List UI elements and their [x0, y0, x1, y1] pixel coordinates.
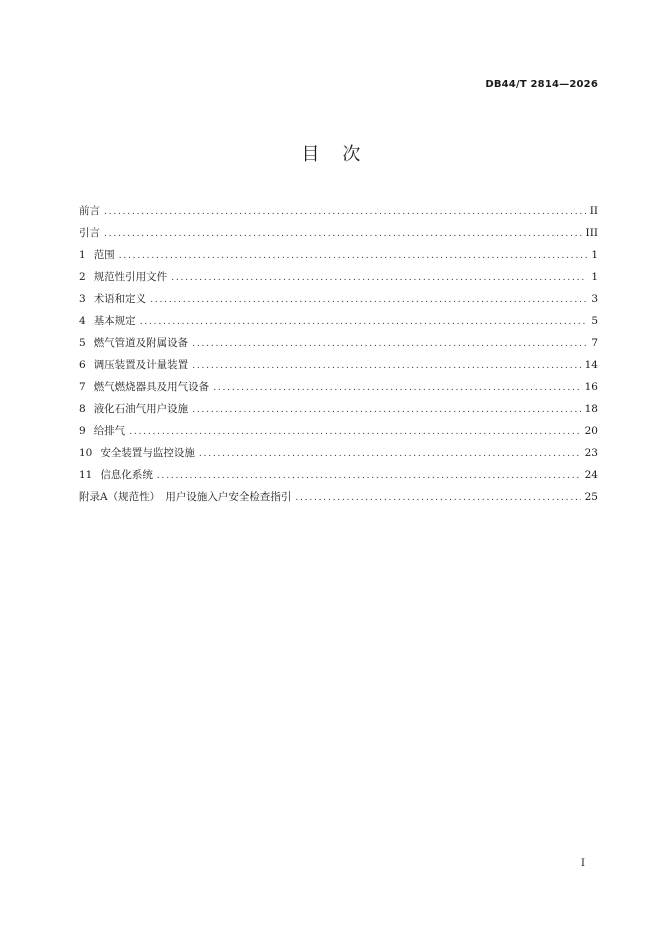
toc-leader-dots: [192, 355, 580, 377]
toc-entry-introduction[interactable]: [79, 222, 598, 244]
toc-entry-number: 8: [79, 403, 86, 415]
toc-entry-10[interactable]: [79, 442, 598, 464]
toc-entry-page: II: [589, 205, 598, 217]
toc-leader-dots: [140, 311, 588, 333]
toc-entry-page: 24: [584, 469, 598, 481]
toc-entry-number: 7: [79, 381, 86, 393]
toc-entry-page: 3: [591, 293, 598, 305]
toc-leader-dots: [157, 465, 581, 487]
toc-entry-page: 1: [591, 271, 598, 283]
toc-entry-page: 20: [584, 425, 598, 437]
toc-leader-dots: [104, 201, 586, 223]
toc-leader-dots: [171, 267, 587, 289]
toc-entry-label: 引言: [79, 227, 100, 239]
toc-entry-number: 10: [79, 447, 93, 459]
toc-entry-5[interactable]: [79, 332, 598, 354]
toc-entry-label: 3 术语和定义: [79, 288, 146, 310]
page-number: I: [581, 858, 585, 869]
toc-leader-dots: [192, 333, 587, 355]
toc-entry-appendix-a[interactable]: [79, 486, 598, 508]
toc-leader-dots: [295, 487, 580, 509]
toc-entry-number: 5: [79, 337, 86, 349]
toc-entry-number: 4: [79, 315, 86, 327]
toc-entry-number: 11: [79, 469, 93, 481]
toc-entry-page: 25: [584, 491, 598, 503]
toc-entry-page: 5: [591, 315, 598, 327]
toc-entry-label: 8 液化石油气用户设施: [79, 398, 188, 420]
toc-entry-4[interactable]: [79, 310, 598, 332]
toc-entry-label: 4 基本规定: [79, 310, 136, 332]
toc-entry-label: 10 安全装置与监控设施: [79, 442, 195, 464]
toc-entry-page: 16: [584, 381, 598, 393]
toc-entry-9[interactable]: [79, 420, 598, 442]
document-code: DB44/T 2814—2026: [485, 79, 598, 90]
toc-entry-label: 5 燃气管道及附属设备: [79, 332, 188, 354]
toc-entry-number: 3: [79, 293, 86, 305]
toc-leader-dots: [150, 289, 587, 311]
toc-entry-number: 2: [79, 271, 86, 283]
toc-entry-page: III: [585, 227, 598, 239]
toc-entry-6[interactable]: [79, 354, 598, 376]
toc-leader-dots: [213, 377, 580, 399]
toc-leader-dots: [104, 223, 582, 245]
toc-entry-label: 11 信息化系统: [79, 464, 153, 486]
toc-entry-label: 附录A（规范性） 用户设施入户安全检查指引: [79, 491, 292, 503]
toc-entry-page: 7: [591, 337, 598, 349]
toc-entry-number: 9: [79, 425, 86, 437]
toc-entry-label: 6 调压装置及计量装置: [79, 354, 188, 376]
toc-leader-dots: [192, 399, 580, 421]
toc-entry-label: 2 规范性引用文件: [79, 266, 167, 288]
toc-entry-foreword[interactable]: [79, 200, 598, 222]
toc-entry-page: 1: [591, 249, 598, 261]
toc-leader-dots: [129, 421, 580, 443]
toc-entry-1[interactable]: [79, 244, 598, 266]
toc-entry-label: 1 范围: [79, 244, 115, 266]
toc-entry-page: 14: [584, 359, 598, 371]
toc-entry-number: 6: [79, 359, 86, 371]
toc-entry-label: 前言: [79, 205, 100, 217]
toc-entry-number: 1: [79, 249, 86, 261]
toc-entry-3[interactable]: [79, 288, 598, 310]
toc-entry-page: 18: [584, 403, 598, 415]
toc-entry-page: 23: [584, 447, 598, 459]
toc-entry-label: 9 给排气: [79, 420, 125, 442]
toc-entry-7[interactable]: [79, 376, 598, 398]
toc-entry-8[interactable]: [79, 398, 598, 420]
toc-title: 目 次: [301, 144, 361, 165]
toc-leader-dots: [199, 443, 581, 465]
toc-entry-label: 7 燃气燃烧器具及用气设备: [79, 376, 209, 398]
toc-entry-11[interactable]: [79, 464, 598, 486]
toc-entry-2[interactable]: [79, 266, 598, 288]
toc-leader-dots: [119, 245, 588, 267]
table-of-contents: [79, 200, 598, 508]
